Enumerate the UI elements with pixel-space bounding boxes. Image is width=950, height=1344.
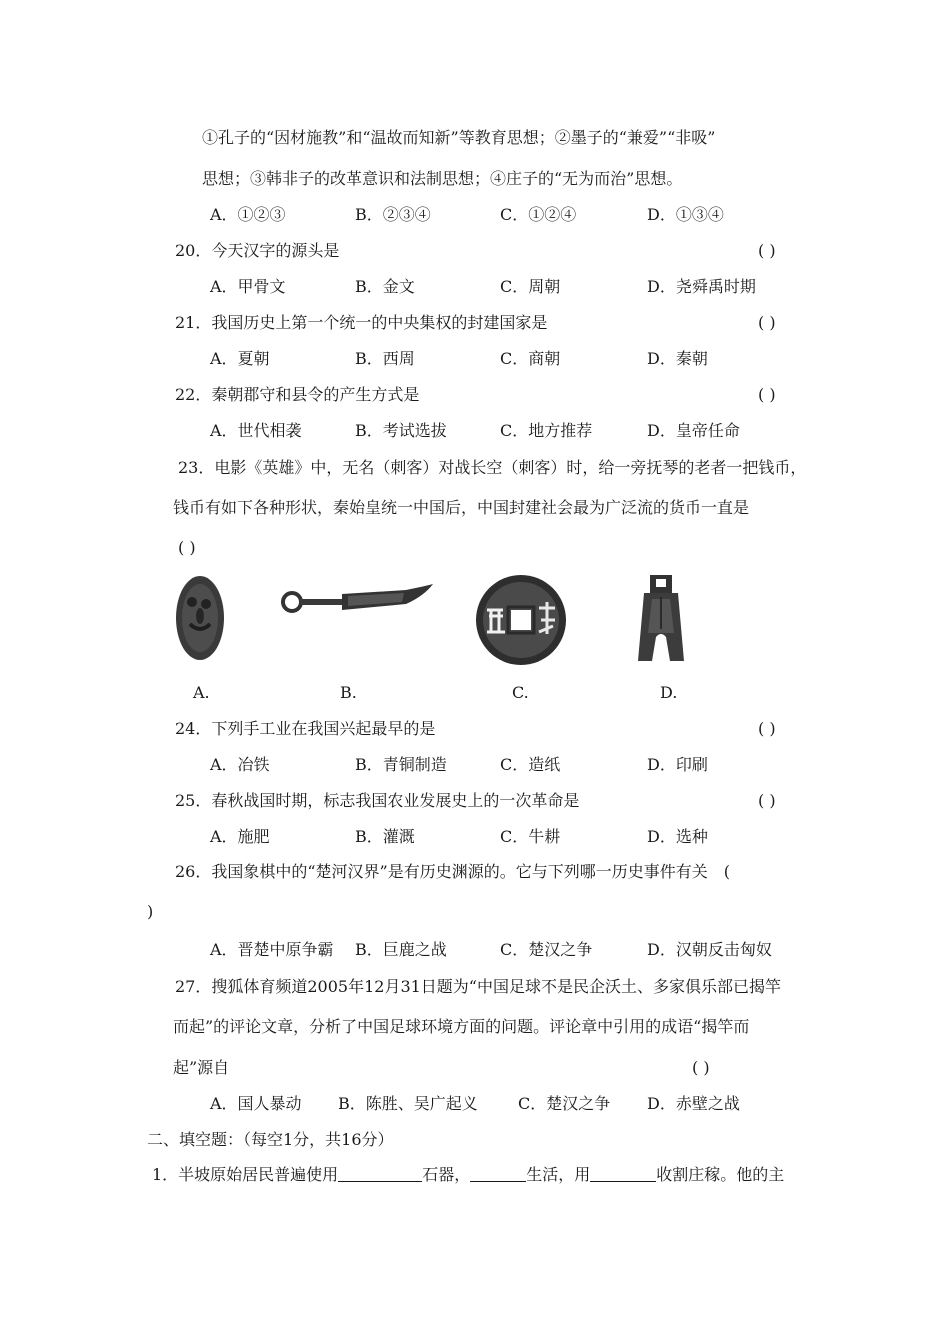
q20-answer-paren: ( ) <box>758 241 776 260</box>
round-square-hole-coin-image <box>473 572 569 668</box>
q20-option-d: D．尧舜禹时期 <box>647 277 756 296</box>
q22-answer-paren: ( ) <box>758 385 776 404</box>
q22-option-d: D．皇帝任命 <box>647 421 740 440</box>
q23-image-label-b: B. <box>340 683 357 702</box>
q26-close-paren: ) <box>147 902 154 921</box>
q19-text-line2: 思想；③韩非子的改革意识和法制思想；④庄子的“无为而治”思想。 <box>202 169 683 188</box>
spade-coin-image <box>630 573 692 665</box>
q26-option-c: C．楚汉之争 <box>500 940 593 959</box>
fill1-part3: 生活，用 <box>526 1165 591 1184</box>
q22-option-b: B．考试选拔 <box>355 421 447 440</box>
ant-nose-coin-image <box>170 572 230 664</box>
q22-option-a: A．世代相袭 <box>210 421 302 440</box>
q25-option-a: A．施肥 <box>210 827 270 846</box>
q19-option-a: A．①②③ <box>210 205 286 224</box>
q21-option-d: D．秦朝 <box>647 349 708 368</box>
q27-option-d: D．赤壁之战 <box>647 1094 740 1113</box>
q20-option-c: C．周朝 <box>500 277 561 296</box>
q21-option-a: A．夏朝 <box>210 349 270 368</box>
q23-image-label-a: A. <box>193 683 210 702</box>
fill1-blank-2[interactable] <box>470 1165 526 1182</box>
q27-option-a: A．国人暴动 <box>210 1094 302 1113</box>
q19-text-line1: ①孔子的“因材施教”和“温故而知新”等教育思想；②墨子的“兼爱”“非吸” <box>202 128 716 147</box>
q23-image-label-d: D. <box>660 683 678 702</box>
q26-stem: 26．我国象棋中的“楚河汉界”是有历史渊源的。它与下列哪一历史事件有关 ( <box>175 862 730 881</box>
q27-text-line1: 27．搜狐体育频道2005年12月31日题为“中国足球不是民企沃土、多家俱乐部已揭竿 <box>175 977 781 996</box>
knife-coin-image <box>278 582 438 632</box>
fill1-blank-1[interactable] <box>338 1165 422 1182</box>
q25-answer-paren: ( ) <box>758 791 776 810</box>
q27-text-line2: 而起”的评论文章，分析了中国足球环境方面的问题。评论章中引用的成语“揭竿而 <box>173 1017 750 1036</box>
q27-option-c: C．楚汉之争 <box>518 1094 611 1113</box>
fill1-part2: 石器， <box>422 1165 471 1184</box>
q26-option-b: B．巨鹿之战 <box>355 940 447 959</box>
q24-stem: 24．下列手工业在我国兴起最早的是 <box>175 719 436 738</box>
q19-option-c: C．①②④ <box>500 205 577 224</box>
q25-option-d: D．选种 <box>647 827 708 846</box>
q21-answer-paren: ( ) <box>758 313 776 332</box>
q25-option-b: B．灌溉 <box>355 827 415 846</box>
q22-option-c: C．地方推荐 <box>500 421 593 440</box>
q21-option-b: B．西周 <box>355 349 415 368</box>
q23-text-line2: 钱币有如下各种形状，秦始皇统一中国后，中国封建社会最为广泛流的货币一直是 <box>173 498 750 517</box>
q20-stem: 20．今天汉字的源头是 <box>175 241 340 260</box>
q19-option-d: D．①③④ <box>647 205 724 224</box>
q25-option-c: C．牛耕 <box>500 827 561 846</box>
q19-option-b: B．②③④ <box>355 205 431 224</box>
q25-stem: 25．春秋战国时期，标志我国农业发展史上的一次革命是 <box>175 791 580 810</box>
fill1-part4: 收割庄稼。他的主 <box>656 1165 785 1184</box>
q24-option-d: D．印刷 <box>647 755 708 774</box>
fill1-blank-3[interactable] <box>590 1165 656 1182</box>
q24-option-b: B．青铜制造 <box>355 755 447 774</box>
q27-answer-paren: ( ) <box>692 1058 710 1077</box>
q20-option-a: A．甲骨文 <box>210 277 286 296</box>
q23-text-line1: 23．电影《英雄》中，无名（刺客）对战长空（刺客）时，给一旁抚琴的老者一把钱币， <box>178 458 807 477</box>
section2-title: 二、填空题：（每空1分，共16分） <box>147 1130 394 1149</box>
q23-image-label-c: C. <box>512 683 529 702</box>
q23-answer-paren: ( ) <box>178 538 196 557</box>
q26-option-a: A．晋楚中原争霸 <box>210 940 334 959</box>
q27-text-line3: 起”源自 <box>173 1058 230 1077</box>
q24-option-a: A．冶铁 <box>210 755 270 774</box>
q27-option-b: B．陈胜、吴广起义 <box>338 1094 478 1113</box>
q20-option-b: B．金文 <box>355 277 415 296</box>
q22-stem: 22．秦朝郡守和县令的产生方式是 <box>175 385 420 404</box>
q24-answer-paren: ( ) <box>758 719 776 738</box>
q26-option-d: D．汉朝反击匈奴 <box>647 940 772 959</box>
q21-stem: 21．我国历史上第一个统一的中央集权的封建国家是 <box>175 313 548 332</box>
fill1-part1: 1．半坡原始居民普遍使用 <box>152 1165 339 1184</box>
q24-option-c: C．造纸 <box>500 755 561 774</box>
q21-option-c: C．商朝 <box>500 349 561 368</box>
fill1-text <box>152 1165 784 1185</box>
